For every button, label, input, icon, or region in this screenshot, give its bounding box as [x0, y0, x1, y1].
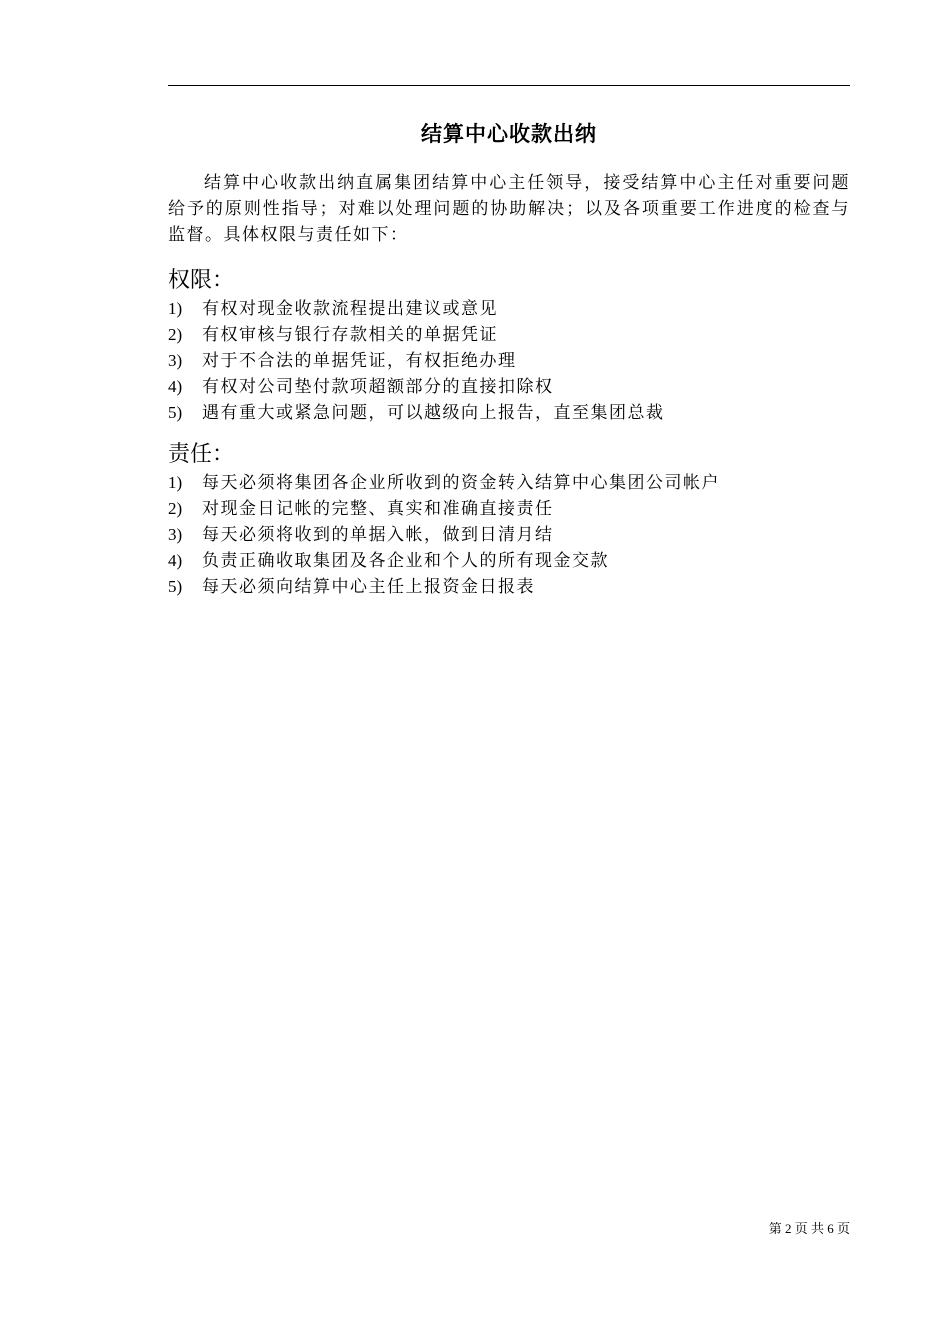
- list-item: [168, 496, 850, 522]
- item-text: 每天必须将集团各企业所收到的资金转入结算中心集团公司帐户: [202, 473, 720, 493]
- item-number: 3): [168, 351, 183, 370]
- list-item: [168, 548, 850, 574]
- item-number: 5): [168, 577, 183, 596]
- item-number: 4): [168, 551, 183, 570]
- item-number: 2): [168, 499, 183, 518]
- item-text: 有权对现金收款流程提出建议或意见: [202, 299, 498, 319]
- item-text: 每天必须向结算中心主任上报资金日报表: [202, 577, 535, 597]
- list-item: [168, 374, 850, 400]
- responsibility-section: [168, 442, 850, 600]
- list-item: [168, 348, 850, 374]
- item-number: 1): [168, 299, 183, 318]
- item-text: 有权对公司垫付款项超额部分的直接扣除权: [202, 377, 554, 397]
- item-number: 5): [168, 403, 183, 422]
- item-text: 每天必须将收到的单据入帐，做到日清月结: [202, 525, 554, 545]
- responsibility-list: [168, 470, 850, 600]
- document-title: 结算中心收款出纳: [421, 122, 597, 146]
- item-text: 有权审核与银行存款相关的单据凭证: [202, 325, 498, 345]
- list-item: [168, 470, 850, 496]
- list-item: [168, 522, 850, 548]
- item-text: 遇有重大或紧急问题，可以越级向上报告，直至集团总裁: [202, 403, 665, 423]
- authority-section: [168, 268, 850, 426]
- list-item: [168, 322, 850, 348]
- header-rule: [168, 85, 850, 86]
- authority-heading: 权限：: [168, 268, 235, 293]
- list-item: [168, 296, 850, 322]
- item-number: 3): [168, 525, 183, 544]
- item-text: 对于不合法的单据凭证，有权拒绝办理: [202, 351, 517, 371]
- item-number: 1): [168, 473, 183, 492]
- list-item: [168, 400, 850, 426]
- page-number-footer: 第 2 页 共 6 页: [768, 1221, 850, 1236]
- item-text: 对现金日记帐的完整、真实和准确直接责任: [202, 499, 554, 519]
- item-number: 2): [168, 325, 183, 344]
- authority-list: [168, 296, 850, 426]
- responsibility-heading: 责任：: [168, 442, 235, 467]
- intro-paragraph: 结算中心收款出纳直属集团结算中心主任领导，接受结算中心主任对重要问题给予的原则性指导；对难以处理问题的协助解决；以及各项重要工作进度的检查与监督。具体权限与责任如下：: [168, 173, 850, 245]
- item-text: 负责正确收取集团及各企业和个人的所有现金交款: [202, 551, 609, 571]
- item-number: 4): [168, 377, 183, 396]
- list-item: [168, 574, 850, 600]
